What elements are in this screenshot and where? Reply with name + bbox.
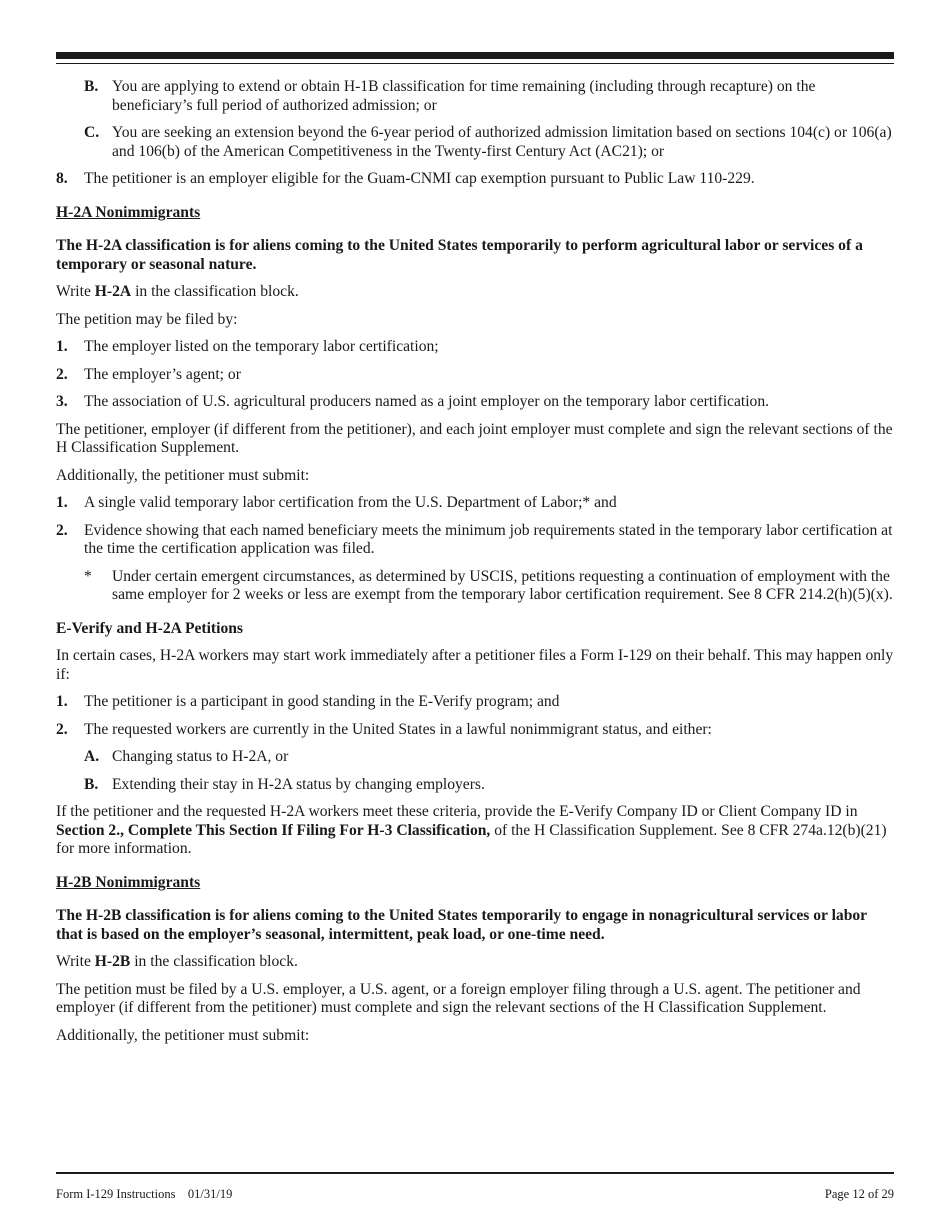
list-item [56,522,894,559]
list-item [56,170,894,189]
item-text: Changing status to H-2A, or [112,748,289,765]
item-text: You are applying to extend or obtain H-1B classification for time remaining (including through recapture) on the beneficiary’s full period of authorized admission; or [112,78,816,114]
item-text: A single valid temporary labor certification from the U.S. Department of Labor;* and [84,494,617,511]
item-number: 3. [56,393,68,410]
footer-rule [56,1172,894,1174]
item-number: 2. [56,365,68,383]
page-footer [56,1187,894,1202]
header-rule-thick [56,52,894,59]
item-text: The petitioner is a participant in good standing in the E-Verify program; and [84,693,560,710]
h2a-code: H-2A [94,283,132,300]
h2b-filed-by: The petition must be filed by a U.S. employer, a U.S. agent, or a foreign employer filing through a U.S. agent. The petitioner and employer (if different from the petitioner) must complete and sign the relevant sections of the H Classification Supplement. [56,980,861,1016]
h2a-heading: H-2A Nonimmigrants [56,203,201,221]
item-text: Evidence showing that each named beneficiary meets the minimum job requirements stated in the temporary labor certification at the time the certification application was filed. [84,521,893,557]
list-item [84,124,894,161]
footnote-mark: * [84,567,92,585]
item-letter: B. [84,78,99,95]
item-number: 2. [56,521,68,539]
page-content [56,78,894,1054]
h2b-heading: H-2B Nonimmigrants [56,873,201,891]
list-item [56,366,894,385]
item-text: The employer listed on the temporary labor certification; [84,338,439,355]
page-number: Page 12 of 29 [824,1187,894,1201]
footnote-text: Under certain emergent circumstances, as determined by USCIS, petitions requesting a continuation of employment with the same employer for 2 weeks or less are exempt from the temporary labor certification requirement. See 8 CFR 214.2(h)(5)(x). [112,567,893,603]
item-text: The petitioner is an employer eligible for the Guam-CNMI cap exemption pursuant to Public Law 110-229. [84,170,755,187]
everify-criteria: If the petitioner and the requested H-2A workers meet these criteria, provide the E-Verify Company ID or Client Company ID in Section 2., Complete This Section If Filing For H-3 Classification, of the H Classification Supplement. See 8 CFR 274a.12(b)(21) for more information. [56,803,887,857]
h2b-write-instruction: Write H-2B in the classification block. [56,953,298,970]
h2b-code: H-2B [94,953,131,970]
everify-intro: In certain cases, H-2A workers may start work immediately after a petitioner files a Form I-129 on their behalf. This may happen only if: [56,647,894,683]
item-number: 2. [56,720,68,738]
item-number: 8. [56,170,68,187]
h2b-intro: The H-2B classification is for aliens coming to the United States temporarily to engage in nonagricultural services or labor that is based on the employer’s seasonal, intermittent, peak load, or one-time need. [56,907,867,943]
h2a-additionally: Additionally, the petitioner must submit: [56,466,310,484]
item-letter: A. [84,748,100,765]
list-item [56,338,894,357]
everify-heading: E-Verify and H-2A Petitions [56,619,243,637]
section-reference: Section 2., Complete This Section If Filing For H-3 Classification, [56,821,491,839]
list-item [56,393,894,412]
item-text: The association of U.S. agricultural producers named as a joint employer on the temporary labor certification. [84,393,770,410]
item-text: The employer’s agent; or [84,365,241,383]
h2a-sign: The petitioner, employer (if different from the petitioner), and each joint employer must complete and sign the relevant sections of the H Classification Supplement. [56,420,893,456]
item-number: 1. [56,693,68,710]
h2a-write-instruction: Write H-2A in the classification block. [56,283,299,300]
header-rule-thin [56,63,894,64]
h2a-intro: The H-2A classification is for aliens coming to the United States temporarily to perform agricultural labor or services of a temporary or seasonal nature. [56,237,863,273]
list-item [84,78,894,115]
h2b-additionally: Additionally, the petitioner must submit: [56,1026,310,1044]
list-item [56,721,894,740]
h2a-filed-by: The petition may be filed by: [56,310,238,328]
item-letter: C. [84,124,100,141]
item-text: The requested workers are currently in the United States in a lawful nonimmigrant status, and either: [84,720,712,738]
item-number: 1. [56,494,68,511]
item-number: 1. [56,338,68,355]
list-item [84,748,894,767]
footnote [84,568,894,605]
item-text: Extending their stay in H-2A status by changing employers. [112,775,485,793]
item-letter: B. [84,775,99,793]
item-text: You are seeking an extension beyond the 6-year period of authorized admission limitation based on sections 104(c) or 106(a) and 106(b) of the American Competitiveness in the Twenty-first Century Act (AC21); or [112,124,892,160]
list-item [56,494,894,513]
list-item [84,776,894,795]
form-id: Form I-129 Instructions 01/31/19 [56,1187,233,1201]
list-item [56,693,894,712]
